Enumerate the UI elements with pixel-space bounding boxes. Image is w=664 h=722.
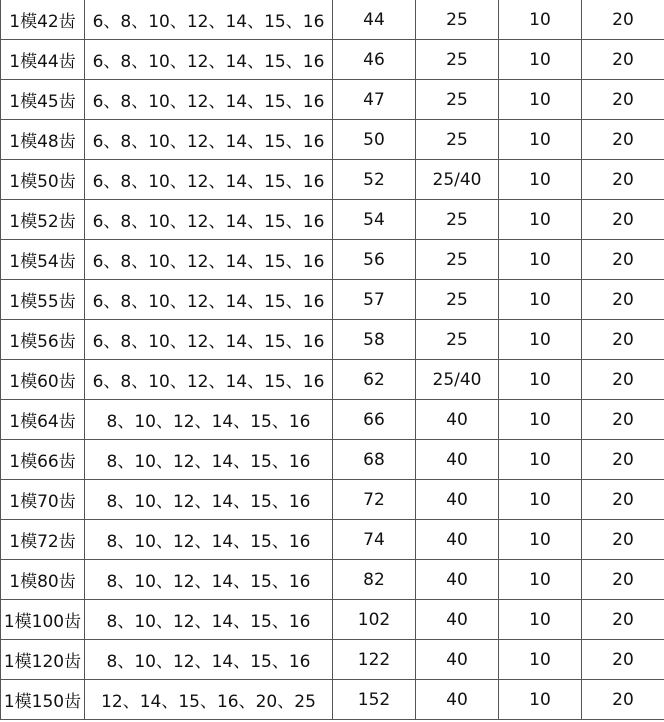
table-row bbox=[1, 520, 664, 560]
cell-bore-options: 12、14、15、16、20、25 bbox=[85, 680, 333, 720]
cell-model: 1模80齿 bbox=[1, 560, 85, 600]
table-row bbox=[1, 280, 664, 320]
cell-bore-options: 6、8、10、12、14、15、16 bbox=[85, 80, 333, 120]
cell-outer-diameter: 66 bbox=[333, 400, 416, 440]
cell-bore-options: 6、8、10、12、14、15、16 bbox=[85, 280, 333, 320]
cell-model: 1模54齿 bbox=[1, 240, 85, 280]
cell-outer-diameter: 68 bbox=[333, 440, 416, 480]
cell-dimension-b: 10 bbox=[499, 160, 582, 200]
cell-dimension-c: 20 bbox=[582, 440, 664, 480]
gear-spec-table-body bbox=[1, 0, 664, 720]
cell-dimension-c: 20 bbox=[582, 240, 664, 280]
cell-model: 1模60齿 bbox=[1, 360, 85, 400]
cell-outer-diameter: 46 bbox=[333, 40, 416, 80]
cell-bore-options: 8、10、12、14、15、16 bbox=[85, 440, 333, 480]
cell-outer-diameter: 72 bbox=[333, 480, 416, 520]
cell-model: 1模42齿 bbox=[1, 0, 85, 40]
cell-dimension-b: 10 bbox=[499, 120, 582, 160]
cell-model: 1模150齿 bbox=[1, 680, 85, 720]
table-row bbox=[1, 640, 664, 680]
table-row bbox=[1, 360, 664, 400]
cell-dimension-a: 25 bbox=[416, 320, 499, 360]
cell-dimension-b: 10 bbox=[499, 600, 582, 640]
cell-dimension-b: 10 bbox=[499, 520, 582, 560]
cell-dimension-b: 10 bbox=[499, 200, 582, 240]
cell-dimension-a: 25 bbox=[416, 120, 499, 160]
cell-bore-options: 6、8、10、12、14、15、16 bbox=[85, 200, 333, 240]
cell-dimension-c: 20 bbox=[582, 600, 664, 640]
cell-model: 1模56齿 bbox=[1, 320, 85, 360]
cell-outer-diameter: 74 bbox=[333, 520, 416, 560]
cell-dimension-b: 10 bbox=[499, 0, 582, 40]
cell-outer-diameter: 58 bbox=[333, 320, 416, 360]
cell-dimension-b: 10 bbox=[499, 400, 582, 440]
cell-dimension-a: 25 bbox=[416, 40, 499, 80]
cell-dimension-b: 10 bbox=[499, 640, 582, 680]
cell-dimension-c: 20 bbox=[582, 200, 664, 240]
table-row bbox=[1, 320, 664, 360]
cell-outer-diameter: 152 bbox=[333, 680, 416, 720]
cell-dimension-a: 40 bbox=[416, 640, 499, 680]
table-row bbox=[1, 80, 664, 120]
cell-dimension-b: 10 bbox=[499, 360, 582, 400]
table-row bbox=[1, 120, 664, 160]
cell-outer-diameter: 44 bbox=[333, 0, 416, 40]
cell-dimension-a: 25 bbox=[416, 0, 499, 40]
cell-dimension-b: 10 bbox=[499, 560, 582, 600]
cell-outer-diameter: 52 bbox=[333, 160, 416, 200]
cell-dimension-c: 20 bbox=[582, 280, 664, 320]
cell-dimension-a: 40 bbox=[416, 560, 499, 600]
cell-outer-diameter: 122 bbox=[333, 640, 416, 680]
cell-model: 1模100齿 bbox=[1, 600, 85, 640]
table-row bbox=[1, 440, 664, 480]
cell-outer-diameter: 54 bbox=[333, 200, 416, 240]
table-row bbox=[1, 560, 664, 600]
table-row bbox=[1, 240, 664, 280]
cell-dimension-c: 20 bbox=[582, 0, 664, 40]
cell-dimension-c: 20 bbox=[582, 160, 664, 200]
cell-bore-options: 8、10、12、14、15、16 bbox=[85, 480, 333, 520]
cell-bore-options: 6、8、10、12、14、15、16 bbox=[85, 360, 333, 400]
cell-dimension-a: 25/40 bbox=[416, 160, 499, 200]
cell-model: 1模72齿 bbox=[1, 520, 85, 560]
cell-dimension-a: 25/40 bbox=[416, 360, 499, 400]
cell-model: 1模48齿 bbox=[1, 120, 85, 160]
table-row bbox=[1, 400, 664, 440]
table-row bbox=[1, 600, 664, 640]
cell-outer-diameter: 57 bbox=[333, 280, 416, 320]
table-row bbox=[1, 40, 664, 80]
cell-dimension-c: 20 bbox=[582, 480, 664, 520]
cell-dimension-b: 10 bbox=[499, 280, 582, 320]
cell-dimension-a: 25 bbox=[416, 280, 499, 320]
cell-outer-diameter: 56 bbox=[333, 240, 416, 280]
table-row bbox=[1, 0, 664, 40]
cell-bore-options: 6、8、10、12、14、15、16 bbox=[85, 40, 333, 80]
cell-outer-diameter: 82 bbox=[333, 560, 416, 600]
cell-dimension-c: 20 bbox=[582, 40, 664, 80]
cell-outer-diameter: 47 bbox=[333, 80, 416, 120]
cell-dimension-b: 10 bbox=[499, 680, 582, 720]
table-row bbox=[1, 200, 664, 240]
cell-dimension-c: 20 bbox=[582, 360, 664, 400]
cell-bore-options: 6、8、10、12、14、15、16 bbox=[85, 240, 333, 280]
cell-model: 1模45齿 bbox=[1, 80, 85, 120]
cell-dimension-c: 20 bbox=[582, 320, 664, 360]
cell-bore-options: 8、10、12、14、15、16 bbox=[85, 640, 333, 680]
cell-dimension-c: 20 bbox=[582, 680, 664, 720]
cell-outer-diameter: 50 bbox=[333, 120, 416, 160]
cell-dimension-a: 40 bbox=[416, 400, 499, 440]
cell-dimension-a: 25 bbox=[416, 240, 499, 280]
cell-dimension-a: 40 bbox=[416, 680, 499, 720]
cell-dimension-c: 20 bbox=[582, 560, 664, 600]
cell-bore-options: 8、10、12、14、15、16 bbox=[85, 560, 333, 600]
table-row bbox=[1, 680, 664, 720]
cell-outer-diameter: 102 bbox=[333, 600, 416, 640]
cell-dimension-b: 10 bbox=[499, 240, 582, 280]
cell-dimension-b: 10 bbox=[499, 40, 582, 80]
cell-dimension-b: 10 bbox=[499, 320, 582, 360]
cell-dimension-a: 25 bbox=[416, 200, 499, 240]
cell-bore-options: 6、8、10、12、14、15、16 bbox=[85, 160, 333, 200]
cell-outer-diameter: 62 bbox=[333, 360, 416, 400]
cell-dimension-a: 25 bbox=[416, 80, 499, 120]
cell-bore-options: 6、8、10、12、14、15、16 bbox=[85, 0, 333, 40]
cell-model: 1模44齿 bbox=[1, 40, 85, 80]
cell-bore-options: 8、10、12、14、15、16 bbox=[85, 520, 333, 560]
cell-bore-options: 6、8、10、12、14、15、16 bbox=[85, 120, 333, 160]
cell-model: 1模120齿 bbox=[1, 640, 85, 680]
cell-model: 1模66齿 bbox=[1, 440, 85, 480]
cell-dimension-c: 20 bbox=[582, 520, 664, 560]
cell-bore-options: 8、10、12、14、15、16 bbox=[85, 600, 333, 640]
cell-dimension-a: 40 bbox=[416, 440, 499, 480]
cell-dimension-b: 10 bbox=[499, 440, 582, 480]
cell-dimension-a: 40 bbox=[416, 600, 499, 640]
cell-bore-options: 8、10、12、14、15、16 bbox=[85, 400, 333, 440]
cell-dimension-c: 20 bbox=[582, 400, 664, 440]
cell-dimension-b: 10 bbox=[499, 480, 582, 520]
cell-dimension-b: 10 bbox=[499, 80, 582, 120]
table-row bbox=[1, 160, 664, 200]
cell-model: 1模55齿 bbox=[1, 280, 85, 320]
cell-dimension-a: 40 bbox=[416, 480, 499, 520]
cell-dimension-a: 40 bbox=[416, 520, 499, 560]
cell-model: 1模70齿 bbox=[1, 480, 85, 520]
cell-model: 1模50齿 bbox=[1, 160, 85, 200]
cell-model: 1模52齿 bbox=[1, 200, 85, 240]
cell-dimension-c: 20 bbox=[582, 80, 664, 120]
cell-bore-options: 6、8、10、12、14、15、16 bbox=[85, 320, 333, 360]
cell-dimension-c: 20 bbox=[582, 640, 664, 680]
cell-dimension-c: 20 bbox=[582, 120, 664, 160]
cell-model: 1模64齿 bbox=[1, 400, 85, 440]
table-row bbox=[1, 480, 664, 520]
